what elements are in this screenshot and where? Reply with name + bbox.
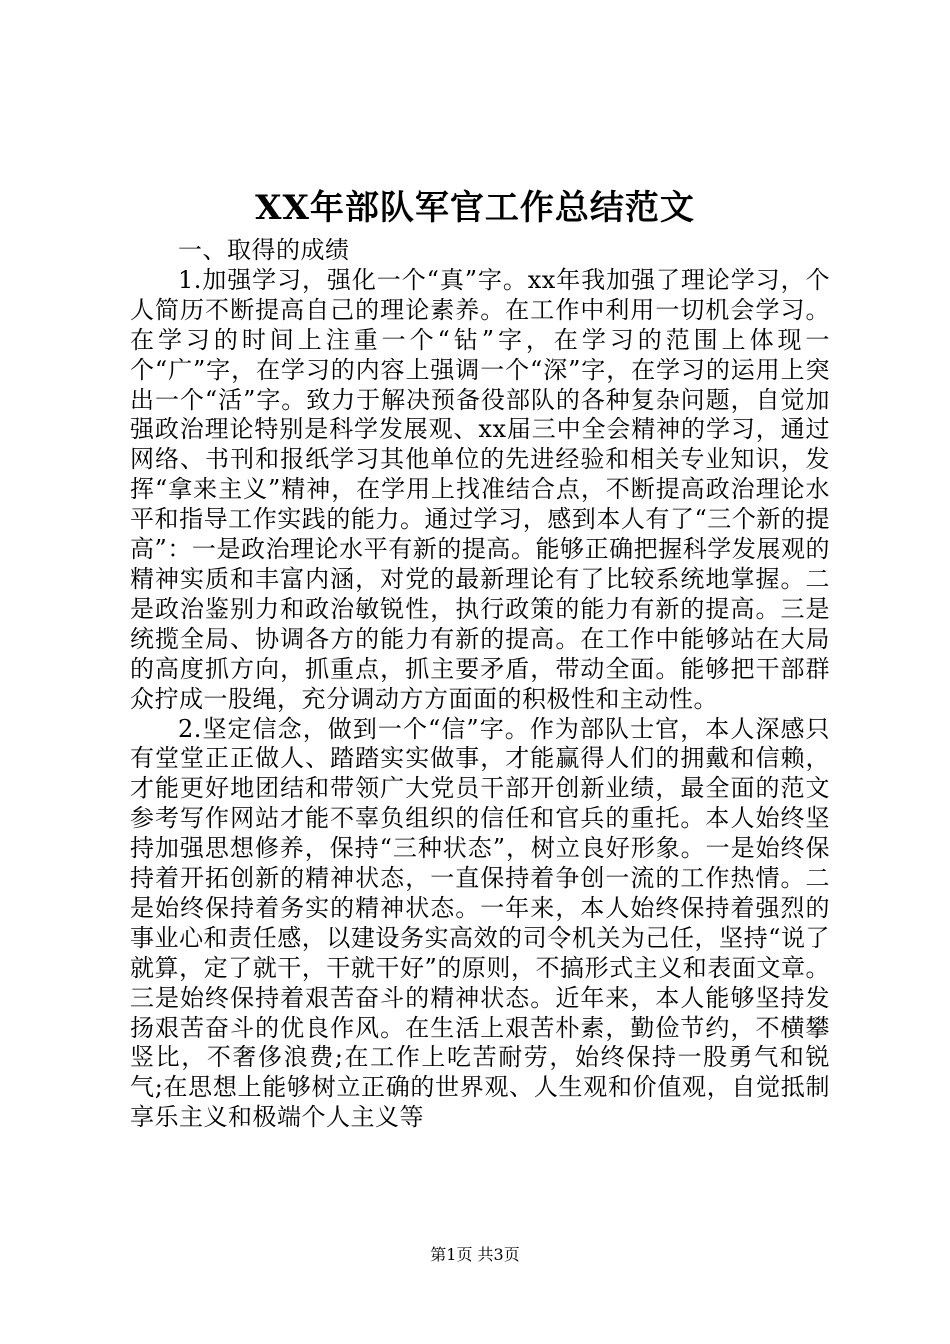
- document-body: [130, 236, 830, 1133]
- paragraph-1: 1.加强学习，强化一个“真”字。xx年我加强了理论学习，个人简历不断提高自己的理论素养。在工作中利用一切机会学习。在学习的时间上注重一个“钻”字，在学习的范围上体现一个“广”字，在学习的内容上强调一个“深”字，在学习的运用上突出一个“活”字。致力于解决预备役部队的各种复杂问题，自觉加强政治理论特别是科学发展观、xx届三中全会精神的学习，通过网络、书刊和报纸学习其他单位的先进经验和相关专业知识，发挥“拿来主义”精神，在学用上找准结合点，不断提高政治理论水平和指导工作实践的能力。通过学习，感到本人有了“三个新的提高”：一是政治理论水平有新的提高。能够正确把握科学发展观的精神实质和丰富内涵，对党的最新理论有了比较系统地掌握。二是政治鉴别力和政治敏锐性，执行政策的能力有新的提高。三是统揽全局、协调各方的能力有新的提高。在工作中能够站在大局的高度抓方向，抓重点，抓主要矛盾，带动全面。能够把干部群众拧成一股绳，充分调动方方面面的积极性和主动性。: [130, 265, 830, 713]
- section-heading: 一、取得的成绩: [178, 236, 350, 264]
- page-footer: 第1页 共3页: [430, 1245, 520, 1264]
- paragraph-2: 2.坚定信念，做到一个“信”字。作为部队士官，本人深感只有堂堂正正做人、踏踏实实做事，才能赢得人们的拥戴和信赖，才能更好地团结和带领广大党员干部开创新业绩，最全面的范文参考写作网站才能不辜负组织的信任和官兵的重托。本人始终坚持加强思想修养，保持“三种状态”，树立良好形象。一是始终保持着开拓创新的精神状态，一直保持着争创一流的工作热情。二是始终保持着务实的精神状态。一年来，本人始终保持着强烈的事业心和责任感，以建设务实高效的司令机关为己任，坚持“说了就算，定了就干，干就干好”的原则，不搞形式主义和表面文章。三是始终保持着艰苦奋斗的精神状态。近年来，本人能够坚持发扬艰苦奋斗的优良作风。在生活上艰苦朴素，勤俭节约，不横攀竖比，不奢侈浪费;在工作上吃苦耐劳，始终保持一股勇气和锐气;在思想上能够树立正确的世界观、人生观和价值观，自觉抵制享乐主义和极端个人主义等: [130, 714, 830, 1132]
- document-title: XX年部队军官工作总结范文: [255, 188, 695, 228]
